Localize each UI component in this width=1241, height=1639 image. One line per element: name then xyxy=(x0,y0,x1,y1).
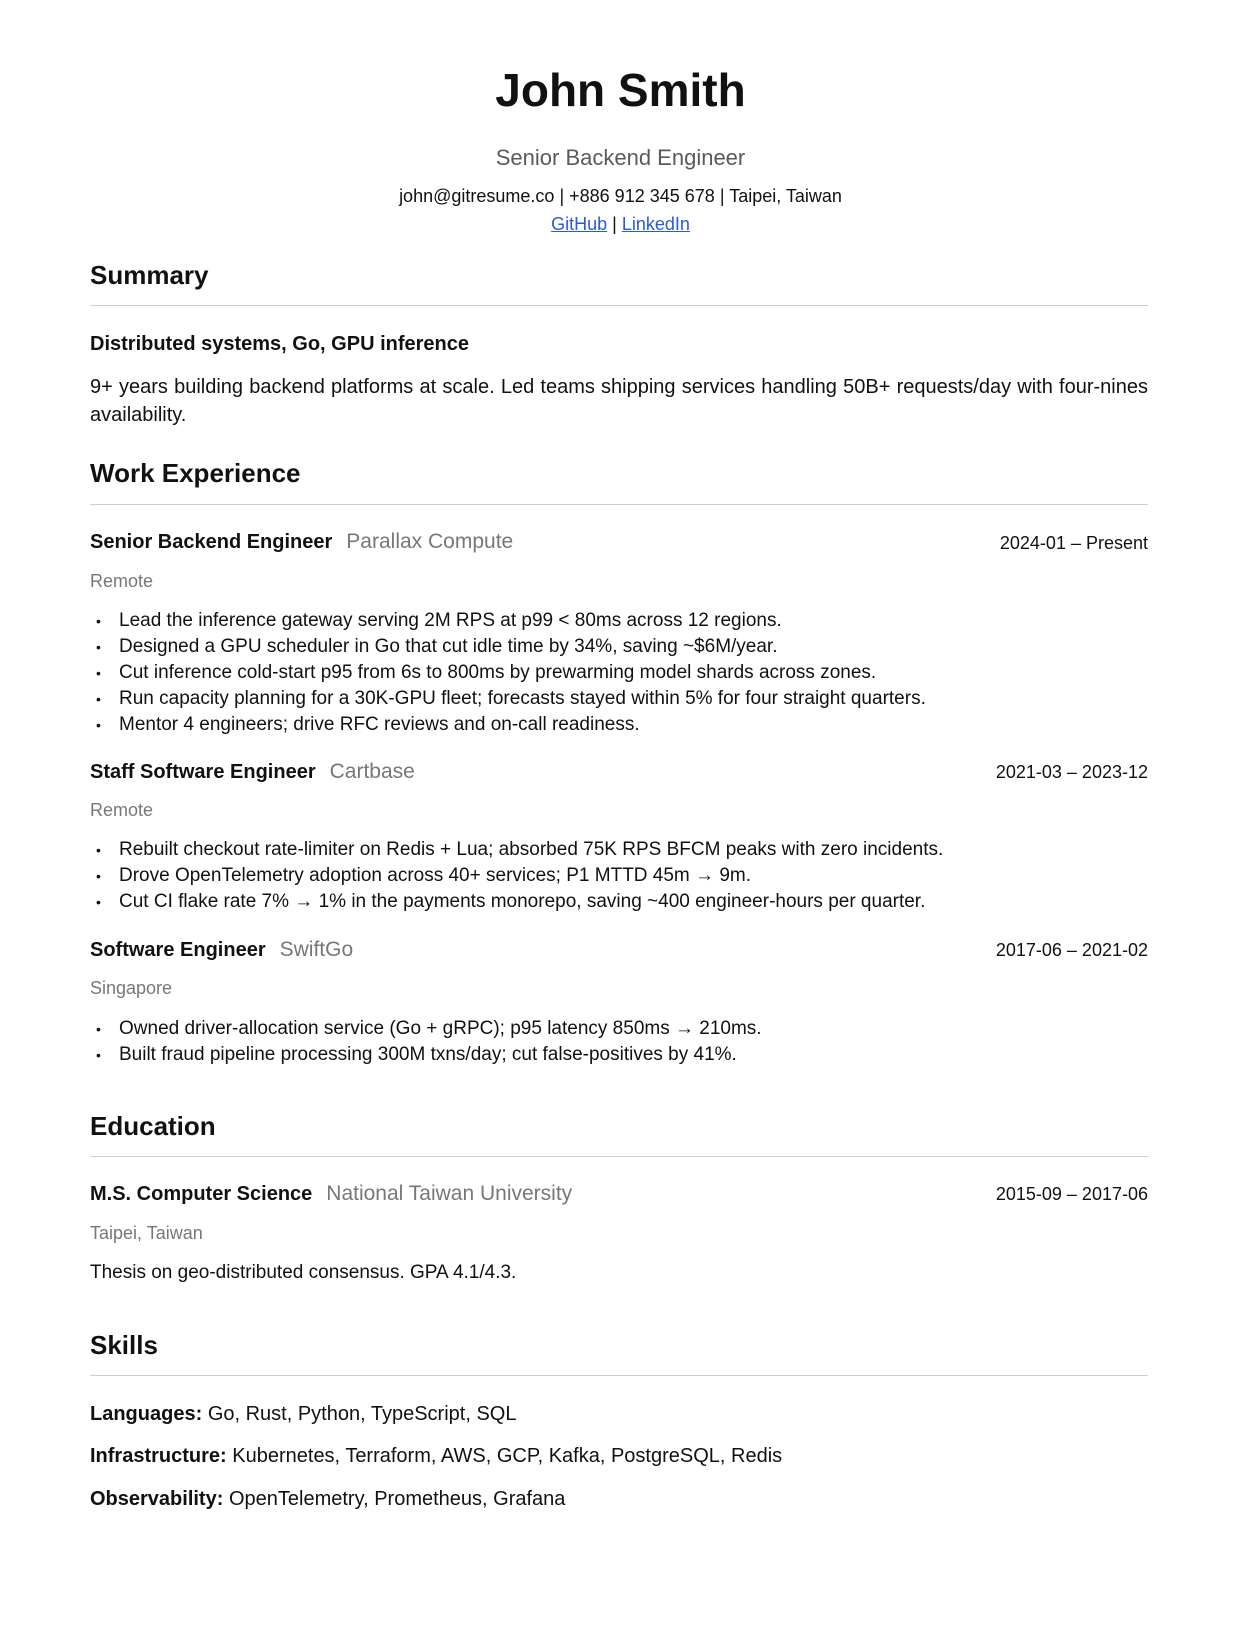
education-dates: 2015-09 – 2017-06 xyxy=(995,1184,1148,1204)
section-divider xyxy=(90,1375,1148,1376)
bullet-icon: • xyxy=(96,1047,101,1063)
summary-headline: Distributed systems, Go, GPU inference xyxy=(90,333,469,355)
job-location: Singapore xyxy=(90,978,173,998)
skill-row-observability xyxy=(90,1485,565,1513)
profile-links xyxy=(0,212,1241,236)
bullet-icon: • xyxy=(96,665,101,681)
education-heading xyxy=(90,1181,572,1207)
section-title-summary: Summary xyxy=(90,260,209,290)
phone-text: +886 912 345 678 xyxy=(569,186,715,206)
list-item: • Cut CI flake rate 7% → 1% in the payments monorepo, saving ~400 engineer-hours per quarter. xyxy=(90,889,1148,915)
list-item: • Lead the inference gateway serving 2M RPS at p99 < 80ms across 12 regions. xyxy=(90,608,1148,634)
section-title-skills: Skills xyxy=(90,1330,158,1360)
separator: | xyxy=(559,186,565,206)
list-item: • Mentor 4 engineers; drive RFC reviews and on-call readiness. xyxy=(90,712,1148,738)
section-divider xyxy=(90,504,1148,505)
bullet-icon: • xyxy=(96,691,101,707)
skill-row-languages xyxy=(90,1400,516,1428)
bullet-icon: • xyxy=(96,894,101,910)
bullet-icon: • xyxy=(96,842,101,858)
skill-value: Kubernetes, Terraform, AWS, GCP, Kafka, PostgreSQL, Redis xyxy=(232,1445,783,1467)
degree-title: M.S. Computer Science xyxy=(90,1183,313,1205)
job-dates: 2017-06 – 2021-02 xyxy=(995,940,1148,960)
list-item: • Owned driver-allocation service (Go + gRPC); p95 latency 850ms → 210ms. xyxy=(90,1016,1148,1042)
section-title-experience: Work Experience xyxy=(90,458,301,488)
list-item: • Drove OpenTelemetry adoption across 40+ services; P1 MTTD 45m → 9m. xyxy=(90,863,1148,889)
job-title: Staff Software Engineer xyxy=(90,761,316,783)
list-item: • Cut inference cold-start p95 from 6s to 800ms by prewarming model shards across zones. xyxy=(90,660,1148,686)
skill-row-infrastructure xyxy=(90,1442,782,1470)
skill-label: Infrastructure: xyxy=(90,1445,227,1467)
job-title: Software Engineer xyxy=(90,939,266,961)
list-item: • Run capacity planning for a 30K-GPU fleet; forecasts stayed within 5% for four straight quarters. xyxy=(90,686,1148,712)
job-company: Cartbase xyxy=(329,760,415,783)
location-text: Taipei, Taiwan xyxy=(729,186,842,206)
education-location: Taipei, Taiwan xyxy=(90,1223,203,1243)
skill-label: Languages: xyxy=(90,1403,203,1425)
list-item: • Built fraud pipeline processing 300M txns/day; cut false-positives by 41%. xyxy=(90,1042,1148,1068)
skill-value: Go, Rust, Python, TypeScript, SQL xyxy=(207,1403,517,1425)
education-note: Thesis on geo-distributed consensus. GPA 4.1/4.3. xyxy=(90,1262,517,1283)
job-company: SwiftGo xyxy=(279,938,354,961)
linkedin-link[interactable]: LinkedIn xyxy=(621,214,690,234)
school-name: National Taiwan University xyxy=(326,1182,573,1205)
job-location: Remote xyxy=(90,571,154,591)
summary-body: 9+ years building backend platforms at scale. Led teams shipping services handling 50B+ requests/day with four-nines availability. xyxy=(90,376,1148,426)
section-title-education: Education xyxy=(90,1111,216,1141)
job-heading xyxy=(90,529,513,555)
separator: | xyxy=(612,214,617,234)
github-link[interactable]: GitHub xyxy=(551,214,608,234)
list-item: • Designed a GPU scheduler in Go that cut idle time by 34%, saving ~$6M/year. xyxy=(90,634,1148,660)
skill-value: OpenTelemetry, Prometheus, Grafana xyxy=(228,1488,566,1510)
job-title: Senior Backend Engineer xyxy=(90,531,333,553)
job-bullets xyxy=(90,1016,1148,1068)
skill-label: Observability: xyxy=(90,1488,224,1510)
bullet-icon: • xyxy=(96,639,101,655)
job-bullets xyxy=(90,837,1148,915)
bullet-icon: • xyxy=(96,1021,101,1037)
job-dates: 2024-01 – Present xyxy=(999,533,1148,553)
job-location: Remote xyxy=(90,800,154,820)
job-bullets xyxy=(90,608,1148,738)
list-item: • Rebuilt checkout rate-limiter on Redis + Lua; absorbed 75K RPS BFCM peaks with zero incidents. xyxy=(90,837,1148,863)
job-company: Parallax Compute xyxy=(346,530,514,553)
bullet-icon: • xyxy=(96,613,101,629)
job-heading xyxy=(90,759,415,785)
candidate-role: Senior Backend Engineer xyxy=(495,145,746,170)
email-text: john@gitresume.co xyxy=(399,186,555,206)
bullet-icon: • xyxy=(96,717,101,733)
job-heading xyxy=(90,937,353,963)
contact-line xyxy=(0,184,1241,208)
separator: | xyxy=(719,186,725,206)
candidate-name: John Smith xyxy=(495,64,746,116)
section-divider xyxy=(90,1156,1148,1157)
job-dates: 2021-03 – 2023-12 xyxy=(995,762,1148,782)
bullet-icon: • xyxy=(96,868,101,884)
section-divider xyxy=(90,305,1148,306)
